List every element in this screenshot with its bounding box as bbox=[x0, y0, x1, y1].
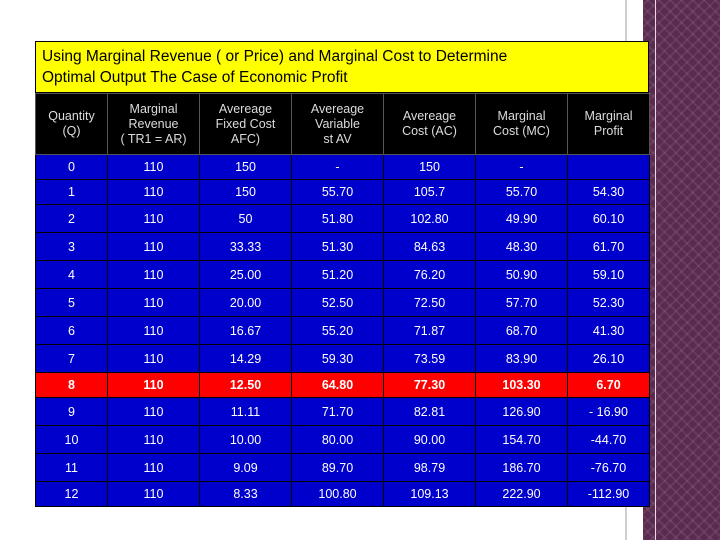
table-cell: 11.11 bbox=[200, 398, 292, 426]
column-header-line: AFC) bbox=[230, 131, 261, 146]
table-cell: 110 bbox=[108, 317, 200, 345]
cost-table bbox=[35, 93, 650, 507]
table-cell: 76.20 bbox=[384, 261, 476, 289]
table-cell: 8 bbox=[36, 373, 108, 398]
table-cell: 49.90 bbox=[476, 205, 568, 233]
table-row bbox=[36, 482, 650, 507]
column-header-line: Marginal bbox=[584, 109, 633, 123]
slide-title bbox=[35, 41, 649, 93]
column-header-line: Marginal bbox=[497, 109, 546, 123]
table-cell: 51.20 bbox=[292, 261, 384, 289]
table-row bbox=[36, 398, 650, 426]
column-header-line: Marginal bbox=[129, 101, 178, 116]
column-header-line: Quantity bbox=[48, 109, 95, 123]
table-cell: -76.70 bbox=[568, 454, 650, 482]
table-cell: 10 bbox=[36, 426, 108, 454]
table-cell: 61.70 bbox=[568, 233, 650, 261]
column-header bbox=[200, 94, 292, 155]
table-cell: 73.59 bbox=[384, 345, 476, 373]
table-cell: 5 bbox=[36, 289, 108, 317]
table-cell: 4 bbox=[36, 261, 108, 289]
slide-title-line-1: Using Marginal Revenue ( or Price) and Marginal Cost to Determine bbox=[42, 48, 508, 65]
table-cell: 9 bbox=[36, 398, 108, 426]
table-cell: 110 bbox=[108, 482, 200, 507]
column-header-line: Fixed Cost bbox=[215, 116, 276, 131]
column-header-line: Variable bbox=[315, 116, 360, 131]
table-cell: 186.70 bbox=[476, 454, 568, 482]
table-cell: 8.33 bbox=[200, 482, 292, 507]
column-header-line: Cost (MC) bbox=[493, 124, 550, 138]
column-header-line: Avereage bbox=[310, 101, 365, 116]
table-row-optimal bbox=[36, 373, 650, 398]
table-cell: 84.63 bbox=[384, 233, 476, 261]
table-body bbox=[36, 155, 650, 507]
table-cell: 59.10 bbox=[568, 261, 650, 289]
column-header bbox=[36, 94, 108, 155]
table-cell: -112.90 bbox=[568, 482, 650, 507]
table-cell: 77.30 bbox=[384, 373, 476, 398]
table-cell: 126.90 bbox=[476, 398, 568, 426]
table-cell: 11 bbox=[36, 454, 108, 482]
table-cell: 51.30 bbox=[292, 233, 384, 261]
table-cell: 54.30 bbox=[568, 180, 650, 205]
table-cell: 55.70 bbox=[476, 180, 568, 205]
table-cell: - bbox=[292, 155, 384, 180]
table-cell bbox=[568, 155, 650, 180]
table-cell: 110 bbox=[108, 289, 200, 317]
decorative-thin-line bbox=[655, 0, 656, 540]
table-row bbox=[36, 345, 650, 373]
table-cell: 33.33 bbox=[200, 233, 292, 261]
table-cell: 82.81 bbox=[384, 398, 476, 426]
column-header-line: Cost (AC) bbox=[402, 124, 457, 138]
table-cell: 1 bbox=[36, 180, 108, 205]
table-cell: 105.7 bbox=[384, 180, 476, 205]
table-cell: 71.87 bbox=[384, 317, 476, 345]
column-header bbox=[384, 94, 476, 155]
column-header-line: Revenue bbox=[128, 116, 179, 131]
table-cell: 60.10 bbox=[568, 205, 650, 233]
table-row bbox=[36, 289, 650, 317]
table-cell: 110 bbox=[108, 373, 200, 398]
table-cell: 150 bbox=[384, 155, 476, 180]
table-cell: 110 bbox=[108, 180, 200, 205]
table-cell: 3 bbox=[36, 233, 108, 261]
table-cell: 12.50 bbox=[200, 373, 292, 398]
table-cell: 68.70 bbox=[476, 317, 568, 345]
column-header-line: Avereage bbox=[402, 109, 457, 123]
column-header bbox=[476, 94, 568, 155]
table-cell: 110 bbox=[108, 205, 200, 233]
slide-title-line-2: Optimal Output The Case of Economic Profit bbox=[42, 69, 348, 86]
table-cell: 52.50 bbox=[292, 289, 384, 317]
table-cell: 50.90 bbox=[476, 261, 568, 289]
table-cell: - bbox=[476, 155, 568, 180]
table-cell: 102.80 bbox=[384, 205, 476, 233]
table-cell: 16.67 bbox=[200, 317, 292, 345]
table-cell: 52.30 bbox=[568, 289, 650, 317]
column-header-line: st AV bbox=[323, 131, 352, 146]
table-cell: 154.70 bbox=[476, 426, 568, 454]
table-row bbox=[36, 317, 650, 345]
table-cell: 150 bbox=[200, 155, 292, 180]
table-cell: 71.70 bbox=[292, 398, 384, 426]
table-cell: 50 bbox=[200, 205, 292, 233]
table-cell: 110 bbox=[108, 454, 200, 482]
column-header bbox=[292, 94, 384, 155]
table-cell: 55.70 bbox=[292, 180, 384, 205]
table-cell: 6.70 bbox=[568, 373, 650, 398]
table-cell: 110 bbox=[108, 155, 200, 180]
column-header-line: (Q) bbox=[62, 124, 81, 138]
table-cell: 110 bbox=[108, 261, 200, 289]
table-row bbox=[36, 261, 650, 289]
table-cell: 150 bbox=[200, 180, 292, 205]
table-cell: 109.13 bbox=[384, 482, 476, 507]
table-cell: 110 bbox=[108, 345, 200, 373]
table-row bbox=[36, 233, 650, 261]
table-row bbox=[36, 180, 650, 205]
table-cell: 59.30 bbox=[292, 345, 384, 373]
table-cell: 25.00 bbox=[200, 261, 292, 289]
table-cell: -44.70 bbox=[568, 426, 650, 454]
table-cell: 89.70 bbox=[292, 454, 384, 482]
table-cell: 83.90 bbox=[476, 345, 568, 373]
table-cell: 110 bbox=[108, 426, 200, 454]
table-cell: 7 bbox=[36, 345, 108, 373]
table-cell: - 16.90 bbox=[568, 398, 650, 426]
table-row bbox=[36, 155, 650, 180]
table-cell: 2 bbox=[36, 205, 108, 233]
table-row bbox=[36, 205, 650, 233]
table-row bbox=[36, 454, 650, 482]
cost-table-container bbox=[35, 93, 649, 501]
table-cell: 55.20 bbox=[292, 317, 384, 345]
table-cell: 57.70 bbox=[476, 289, 568, 317]
table-cell: 64.80 bbox=[292, 373, 384, 398]
table-cell: 48.30 bbox=[476, 233, 568, 261]
table-cell: 51.80 bbox=[292, 205, 384, 233]
column-header bbox=[108, 94, 200, 155]
table-cell: 100.80 bbox=[292, 482, 384, 507]
table-cell: 6 bbox=[36, 317, 108, 345]
column-header-line: Avereage bbox=[218, 101, 273, 116]
table-cell: 12 bbox=[36, 482, 108, 507]
table-cell: 14.29 bbox=[200, 345, 292, 373]
column-header bbox=[568, 94, 650, 155]
table-cell: 41.30 bbox=[568, 317, 650, 345]
column-header-line: Profit bbox=[593, 124, 624, 138]
table-cell: 72.50 bbox=[384, 289, 476, 317]
table-cell: 103.30 bbox=[476, 373, 568, 398]
table-cell: 222.90 bbox=[476, 482, 568, 507]
table-header-row bbox=[36, 94, 650, 155]
table-cell: 0 bbox=[36, 155, 108, 180]
table-cell: 26.10 bbox=[568, 345, 650, 373]
table-cell: 9.09 bbox=[200, 454, 292, 482]
table-cell: 20.00 bbox=[200, 289, 292, 317]
column-header-line: ( TR1 = AR) bbox=[120, 131, 187, 146]
table-row bbox=[36, 426, 650, 454]
table-cell: 110 bbox=[108, 233, 200, 261]
table-cell: 110 bbox=[108, 398, 200, 426]
table-cell: 98.79 bbox=[384, 454, 476, 482]
table-cell: 10.00 bbox=[200, 426, 292, 454]
table-cell: 90.00 bbox=[384, 426, 476, 454]
table-cell: 80.00 bbox=[292, 426, 384, 454]
